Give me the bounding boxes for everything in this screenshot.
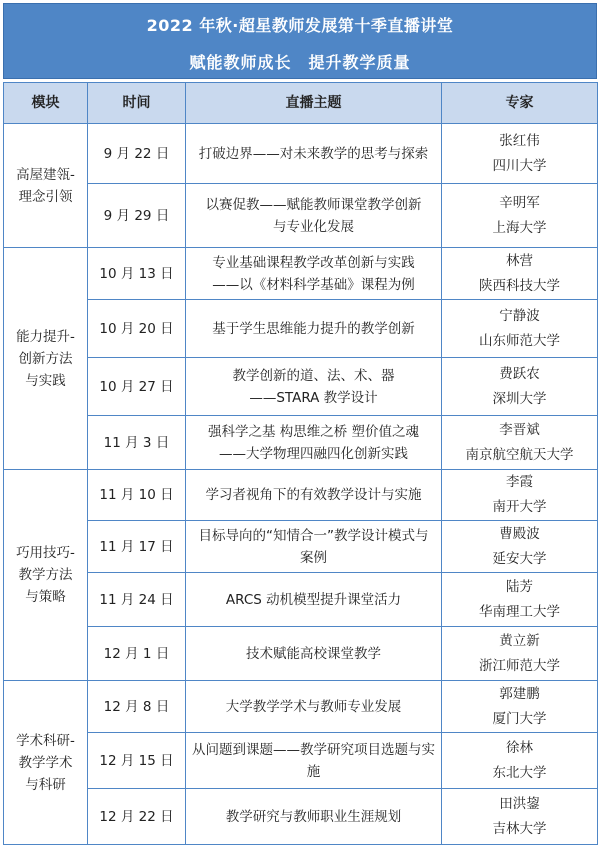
table-row (4, 789, 598, 845)
time-cell: 11 月 24 日 (88, 573, 186, 627)
expert-cell (442, 521, 598, 573)
expert-name: 黄立新 (499, 632, 540, 649)
time-cell: 10 月 20 日 (88, 300, 186, 358)
expert-name: 辛明军 (499, 194, 540, 211)
time-cell: 12 月 8 日 (88, 681, 186, 733)
expert-name: 徐林 (506, 739, 533, 756)
expert-org: 深圳大学 (492, 390, 547, 407)
time-cell: 12 月 15 日 (88, 733, 186, 789)
table-row (4, 184, 598, 248)
topic-cell: 教学创新的道、法、术、器 ——STARA 教学设计 (186, 358, 442, 416)
expert-cell (442, 300, 598, 358)
expert-cell (442, 681, 598, 733)
time-cell: 12 月 22 日 (88, 789, 186, 845)
header-time: 时间 (88, 83, 186, 124)
expert-cell (442, 733, 598, 789)
module-cell: 高屋建瓴- 理念引领 (4, 124, 88, 248)
time-cell: 9 月 22 日 (88, 124, 186, 184)
expert-name: 郭建鹏 (499, 685, 540, 702)
expert-org: 山东师范大学 (479, 332, 560, 349)
expert-cell (442, 124, 598, 184)
topic-cell: 教学研究与教师职业生涯规划 (186, 789, 442, 845)
table-row (4, 681, 598, 733)
module-cell: 学术科研- 教学学术 与科研 (4, 681, 88, 845)
table-header-row (4, 83, 598, 124)
expert-name: 宁静波 (499, 307, 540, 324)
table-row (4, 248, 598, 300)
table-row (4, 521, 598, 573)
time-cell: 10 月 13 日 (88, 248, 186, 300)
topic-cell: ARCS 动机模型提升课堂活力 (186, 573, 442, 627)
expert-name: 曹殿波 (499, 525, 540, 542)
expert-org: 吉林大学 (492, 820, 547, 837)
time-cell: 9 月 29 日 (88, 184, 186, 248)
topic-cell: 基于学生思维能力提升的教学创新 (186, 300, 442, 358)
banner-subtitle: 赋能教师成长 提升教学质量 (189, 53, 411, 72)
topic-cell: 从问题到课题——教学研究项目选题与实 施 (186, 733, 442, 789)
table-row (4, 627, 598, 681)
expert-name: 李晋斌 (499, 421, 540, 438)
header-module: 模块 (4, 83, 88, 124)
header-topic: 直播主题 (186, 83, 442, 124)
expert-org: 四川大学 (492, 157, 547, 174)
expert-cell (442, 789, 598, 845)
expert-org: 南开大学 (492, 499, 547, 515)
topic-cell: 目标导向的“知情合一”教学设计模式与 案例 (186, 521, 442, 573)
expert-name: 费跃农 (499, 365, 540, 382)
expert-cell (442, 627, 598, 681)
expert-org: 延安大学 (492, 550, 547, 567)
time-cell: 10 月 27 日 (88, 358, 186, 416)
expert-cell (442, 470, 598, 521)
expert-org: 上海大学 (492, 219, 547, 236)
time-cell: 11 月 17 日 (88, 521, 186, 573)
expert-org: 浙江师范大学 (479, 657, 560, 674)
time-cell: 11 月 3 日 (88, 416, 186, 470)
expert-org: 东北大学 (492, 764, 547, 781)
table-row (4, 733, 598, 789)
expert-name: 田洪鋆 (499, 795, 540, 812)
table-row (4, 358, 598, 416)
table-row (4, 470, 598, 521)
table-row (4, 573, 598, 627)
banner-title: 2022 年秋·超星教师发展第十季直播讲堂 (146, 16, 454, 35)
topic-cell: 学习者视角下的有效教学设计与实施 (186, 470, 442, 521)
module-cell: 巧用技巧- 教学方法 与策略 (4, 470, 88, 681)
table-row (4, 416, 598, 470)
header-expert: 专家 (442, 83, 598, 124)
expert-org: 陕西科技大学 (479, 277, 560, 294)
expert-name: 李霞 (506, 474, 533, 490)
expert-name: 陆芳 (506, 578, 533, 595)
title-banner (3, 3, 597, 79)
topic-cell: 技术赋能高校课堂教学 (186, 627, 442, 681)
expert-cell (442, 416, 598, 470)
topic-cell: 以赛促教——赋能教师课堂教学创新 与专业化发展 (186, 184, 442, 248)
expert-org: 南京航空航天大学 (465, 446, 574, 463)
topic-cell: 专业基础课程教学改革创新与实践 ——以《材料科学基础》课程为例 (186, 248, 442, 300)
topic-cell: 大学教学学术与教师专业发展 (186, 681, 442, 733)
topic-cell: 打破边界——对未来教学的思考与探索 (186, 124, 442, 184)
table-row (4, 124, 598, 184)
time-cell: 11 月 10 日 (88, 470, 186, 521)
expert-name: 林营 (506, 252, 533, 269)
module-cell: 能力提升- 创新方法 与实践 (4, 248, 88, 470)
expert-org: 华南理工大学 (479, 603, 560, 620)
expert-cell (442, 184, 598, 248)
table-row (4, 300, 598, 358)
expert-org: 厦门大学 (492, 710, 547, 727)
expert-cell (442, 358, 598, 416)
expert-name: 张红伟 (499, 132, 540, 149)
schedule-table (3, 82, 598, 845)
expert-cell (442, 573, 598, 627)
time-cell: 12 月 1 日 (88, 627, 186, 681)
topic-cell: 强科学之基 构思维之桥 塑价值之魂 ——大学物理四融四化创新实践 (186, 416, 442, 470)
expert-cell (442, 248, 598, 300)
